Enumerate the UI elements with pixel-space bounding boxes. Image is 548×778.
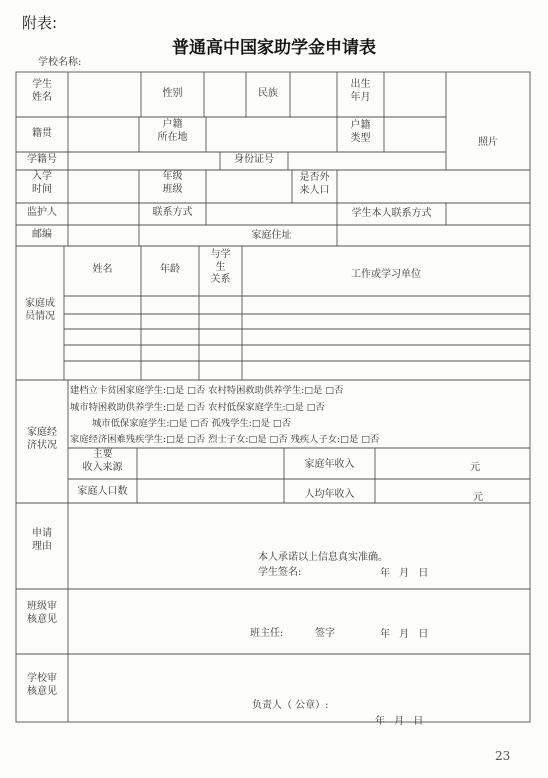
student-sign-date: 年 月 日: [380, 568, 429, 579]
grade-class-label: 年级 班级: [162, 171, 183, 195]
outside-population-label: 是否外 来人口: [299, 172, 330, 196]
hukou-type-label: 户籍 类型: [350, 120, 371, 144]
contact-label: 联系方式: [152, 207, 193, 218]
class-review-date: 年 月 日: [380, 629, 429, 640]
address-label: 家庭住址: [251, 230, 292, 241]
family-members-label: 家庭成 员情况: [25, 298, 55, 322]
relation-header: 与学 生 关系: [210, 249, 231, 285]
student-number-label: 学籍号: [27, 154, 57, 165]
postcode-label: 邮编: [32, 229, 52, 240]
class-review-label: 班级审 核意见: [27, 601, 57, 625]
member-age-header: 年龄: [160, 264, 180, 275]
annual-income-label: 家庭年收入: [304, 459, 355, 470]
work-unit-header: 工作或学习单位: [351, 269, 421, 280]
hukou-location-label: 户籍 所在地: [157, 119, 188, 143]
native-place-label: 籍贯: [32, 128, 52, 139]
annual-income-unit: 元: [470, 462, 480, 473]
student-name-label: 学生 姓名: [32, 79, 52, 103]
application-reason-label: 申请 理由: [32, 528, 52, 552]
head-teacher-sign-label: 签字: [315, 628, 335, 639]
school-review-label: 学校审 核意见: [27, 673, 57, 697]
guardian-label: 监护人: [27, 207, 57, 218]
id-number-label: 身份证号: [234, 154, 274, 165]
economic-row-3: 城市低保家庭学生:□是 □否 孤残学生:□是 □否: [92, 418, 292, 429]
economic-row-1: 建档立卡贫困家庭学生:□是 □否 农村特困救助供养学生:□是 □否: [70, 385, 344, 396]
form-title: 普通高中国家助学金申请表: [172, 38, 376, 58]
pledge-text: 本人承诺以上信息真实准确。: [258, 552, 388, 563]
school-review-date: 年 月 日: [375, 716, 424, 727]
page-number: 23: [495, 749, 511, 763]
head-teacher-label: 班主任:: [250, 628, 284, 639]
economic-row-2: 城市特困救助供养学生:□是 □否 农村低保家庭学生:□是 □否: [70, 402, 325, 413]
gender-label: 性别: [162, 88, 183, 99]
birth-date-label: 出生 年月: [350, 79, 371, 103]
economic-status-label: 家庭经 济状况: [27, 427, 57, 451]
per-capita-income-label: 人均年收入: [304, 489, 355, 500]
school-name-label: 学校名称:: [38, 57, 82, 68]
photo-label: 照片: [478, 137, 498, 148]
income-source-label: 主要 收入来源: [82, 449, 123, 473]
school-leader-seal-label: 负责人（ 公章）:: [252, 700, 329, 711]
student-signature-label: 学生签名:: [258, 567, 302, 578]
per-capita-income-unit: 元: [473, 492, 483, 503]
attachment-label: 附表:: [22, 14, 58, 32]
enrollment-time-label: 入学 时间: [32, 171, 52, 195]
student-contact-label: 学生本人联系方式: [351, 208, 432, 219]
ethnicity-label: 民族: [258, 88, 278, 99]
economic-row-4: 家庭经济困难残疾学生:□是 □否 烈士子女:□是 □否 残疾人子女:□是 □否: [70, 434, 380, 445]
member-name-header: 姓名: [92, 264, 113, 275]
family-population-label: 家庭人口数: [77, 486, 128, 497]
